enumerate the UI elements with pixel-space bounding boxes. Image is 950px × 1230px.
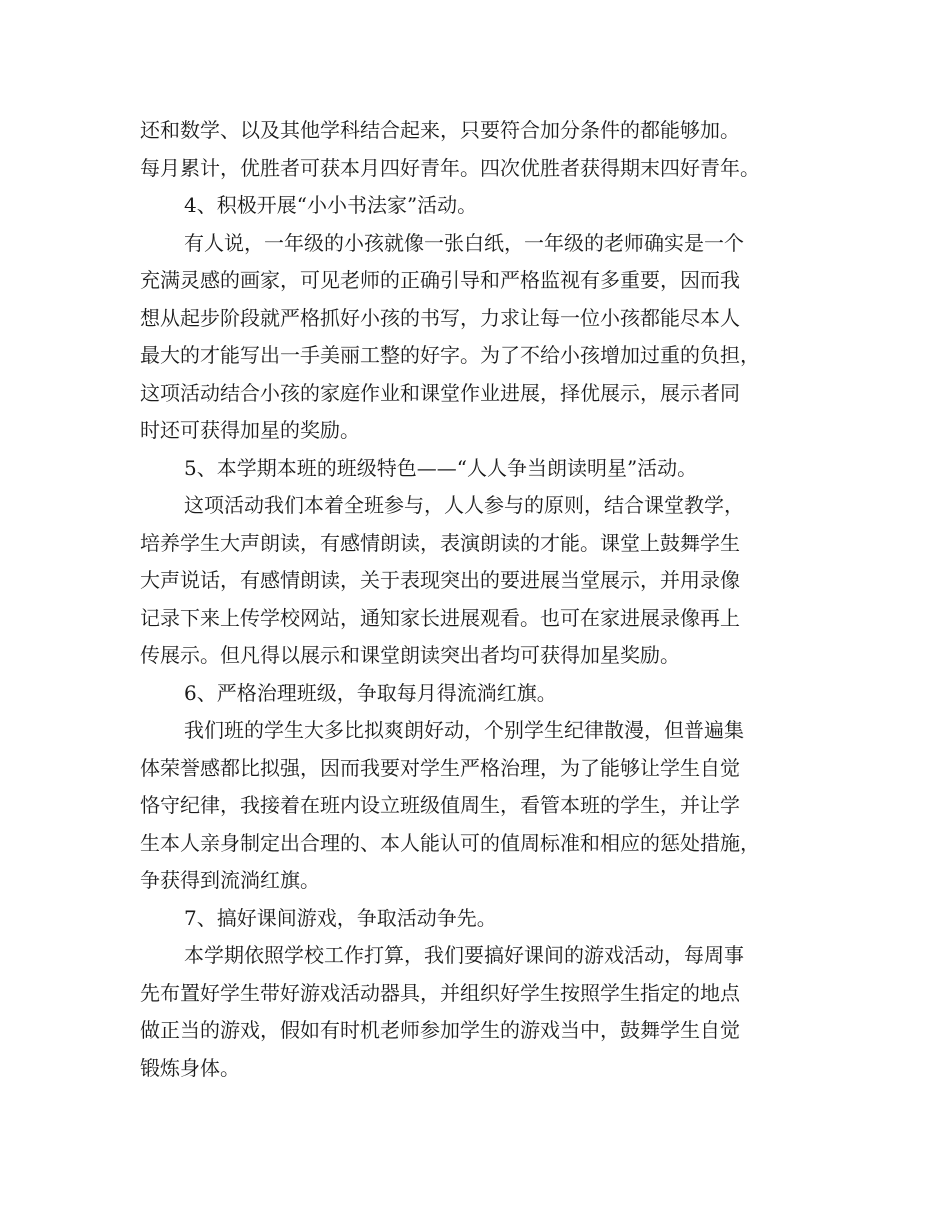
text-line: 还和数学、以及其他学科结合起来，只要符合加分条件的都能够加。 [140,118,740,142]
text-line: 锻炼身体。 [140,1055,240,1080]
section-heading-4: 4、积极开展“小小书法家”活动。 [184,193,478,217]
text-line: 本学期依照学校工作打算，我们要搞好课间的游戏活动，每周事 [184,943,744,967]
text-line: 每月累计，优胜者可获本月四好青年。四次优胜者获得期末四好青年。 [140,155,760,180]
text-line: 有人说，一年级的小孩就像一张白纸，一年级的老师确实是一个 [184,230,744,255]
section-heading-5: 5、本学期本班的班级特色——“人人争当朗读明星”活动。 [184,455,698,480]
text-line: 先布置好学生带好游戏活动器具，并组织好学生按照学生指定的地点 [140,980,740,1005]
body-text [140,112,840,1087]
text-line: 这项活动我们本着全班参与，人人参与的原则，结合课堂教学， [184,493,744,517]
text-line: 最大的才能写出一手美丽工整的好字。为了不给小孩增加过重的负担， [140,343,760,367]
text-line: 传展示。但凡得以展示和课堂朗读突出者均可获得加星奖励。 [140,643,680,667]
text-line: 充满灵感的画家，可见老师的正确引导和严格监视有多重要，因而我 [140,268,740,292]
text-line: 生本人亲身制定出合理的、本人能认可的值周标准和相应的惩处措施， [140,830,760,855]
text-line: 培养学生大声朗读，有感情朗读，表演朗读的才能。课堂上鼓舞学生 [140,530,740,555]
section-heading-7: 7、搞好课间游戏，争取活动争先。 [184,905,497,930]
text-line: 争获得到流淌红旗。 [140,868,320,892]
text-line: 想从起步阶段就严格抓好小孩的书写，力求让每一位小孩都能尽本人 [140,305,740,330]
text-line: 我们班的学生大多比拟爽朗好动，个别学生纪律散漫，但普遍集 [184,718,744,742]
text-line: 恪守纪律，我接着在班内设立班级值周生，看管本班的学生，并让学 [140,793,740,817]
text-line: 体荣誉感都比拟强，因而我要对学生严格治理，为了能够让学生自觉 [140,755,740,780]
text-line: 做正当的游戏，假如有时机老师参加学生的游戏当中，鼓舞学生自觉 [140,1018,740,1042]
text-line: 这项活动结合小孩的家庭作业和课堂作业进展，择优展示，展示者同 [140,380,740,405]
text-line: 时还可获得加星的奖励。 [140,418,360,442]
text-line: 记录下来上传学校网站，通知家长进展观看。也可在家进展录像再上 [140,605,740,630]
section-heading-6: 6、严格治理班级，争取每月得流淌红旗。 [184,680,557,705]
text-line: 大声说话，有感情朗读，关于表现突出的要进展当堂展示，并用录像 [140,568,740,592]
